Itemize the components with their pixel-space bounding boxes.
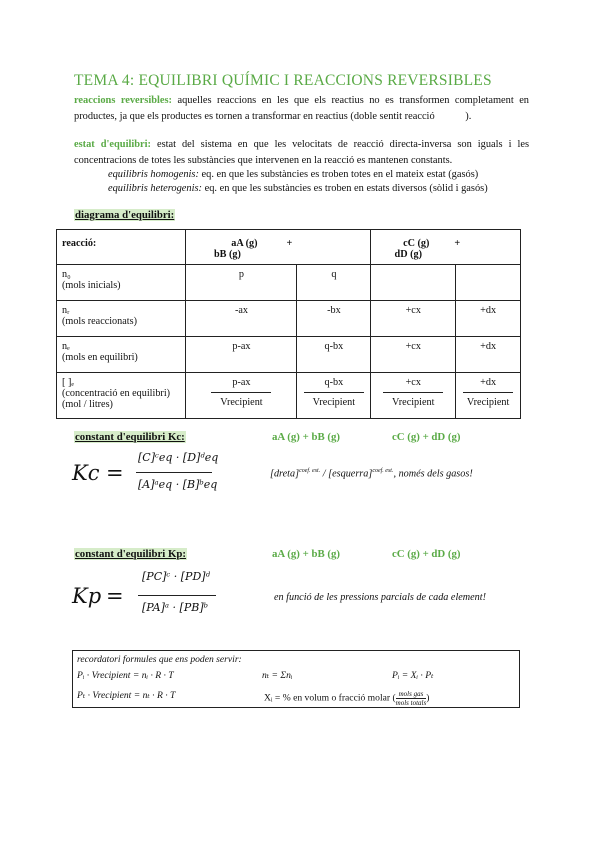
cell — [371, 373, 456, 419]
cell: -bx — [297, 301, 371, 337]
molar-fraction-close: ) — [426, 692, 430, 704]
kc-note-right: [dreta] — [270, 468, 300, 480]
kp-reaction-right: cC (g) + dD (g) — [392, 548, 461, 560]
heterogeneous-line — [108, 181, 488, 196]
molar-fraction — [395, 690, 430, 707]
fraction-numerator: q-bx — [324, 377, 344, 388]
row-label-main: [ ]ₑ — [62, 377, 74, 388]
cell — [371, 265, 456, 301]
row-label — [57, 337, 186, 373]
table-row — [57, 373, 521, 419]
kc-fraction-bar — [136, 472, 212, 473]
kc-denominator: [A]ᵃeq · [B]ᵇeq — [138, 478, 218, 491]
kp-numerator: [PC]ᶜ · [PD]ᵈ — [142, 570, 210, 583]
equilibrium-table — [56, 229, 521, 419]
kc-reaction-left: aA (g) + bB (g) — [272, 431, 340, 443]
kc-note — [270, 468, 473, 479]
reversible-text: aquelles reaccions en les que els reactius no es transformen completament en productes, ja que els productes es tornen a transformar en reactius (doble sentit reacció — [74, 95, 530, 122]
molar-fraction-num: mols gas — [398, 690, 424, 698]
cell — [297, 373, 371, 419]
fraction-numerator: +cx — [405, 377, 421, 388]
kc-numerator: [C]ᶜeq · [D]ᵈeq — [138, 451, 219, 464]
kp-equals: = — [106, 584, 124, 608]
formula-total-moles: nₜ = Σnᵢ — [262, 670, 293, 681]
kc-heading: constant d'equilibri Kc: — [75, 431, 185, 443]
reversible-term: reaccions reversibles: — [74, 95, 172, 106]
cell — [456, 265, 521, 301]
row-label-main: n₀ — [62, 269, 71, 280]
fraction-numerator: +dx — [480, 377, 497, 388]
cell: p — [186, 265, 297, 301]
equilibrium-term: estat d'equilibri: — [74, 139, 151, 150]
row-label-desc: (concentració en equilibri) — [62, 388, 171, 399]
row-label — [57, 301, 186, 337]
row-label-units: (mol / litres) — [62, 399, 113, 410]
fraction-denominator: Vrecipient — [392, 397, 435, 408]
reversible-paragraph — [74, 93, 529, 124]
kp-note: en funció de les pressions parcials de cada element! — [274, 592, 487, 603]
header-aA: aA (g) — [231, 238, 258, 249]
kc-equals: = — [106, 461, 124, 485]
formulas-title: recordatori formules que ens poden servir: — [77, 654, 242, 665]
kc-symbol: Kc — [72, 461, 100, 485]
header-reaction: reacció: — [57, 230, 186, 265]
fraction-denominator: Vrecipient — [312, 397, 356, 408]
kc-note-sup2: coef. est. — [372, 468, 394, 474]
equilibrium-text: estat del sistema en que les velocitats de reacció directa-inversa son iguals i les concentracions de totes les substàncies que intervenen en la reacció es mantenen constants. — [74, 139, 529, 166]
cell: +dx — [456, 337, 521, 373]
reversible-end: ). — [465, 110, 472, 122]
homogeneous-line — [108, 167, 478, 182]
cell: +cx — [371, 337, 456, 373]
molar-fraction-text: Xᵢ = % en volum o fracció molar ( — [264, 692, 396, 704]
kp-symbol: Kp — [72, 584, 102, 608]
header-species — [186, 230, 371, 265]
heterogeneous-label: equilibris heterogenis: — [108, 183, 202, 194]
kp-denominator: [PA]ᵃ · [PB]ᵇ — [142, 601, 209, 614]
heterogeneous-text: eq. en que les substàncies es troben en estats diversos (sòlid i gasós) — [201, 183, 488, 194]
kp-fraction-bar — [138, 595, 216, 596]
kc-note-left: / [esquerra] — [320, 468, 373, 480]
table-row — [57, 265, 521, 301]
fraction-numerator: p-ax — [232, 377, 251, 388]
formula-partial-pressure: Pᵢ = Xᵢ · Pₜ — [392, 670, 434, 681]
fraction-denominator: Vrecipient — [466, 397, 510, 408]
diagram-heading: diagrama d'equilibri: — [75, 209, 175, 221]
header-cC: cC (g) — [403, 238, 430, 249]
cell: -ax — [186, 301, 297, 337]
row-label-main: nₑ — [62, 341, 70, 352]
cell: q-bx — [297, 337, 371, 373]
row-label — [57, 373, 186, 419]
table-row — [57, 337, 521, 373]
formula-ideal-gas-partial: Pᵢ · Vrecipient = nᵢ · R · T — [77, 670, 174, 681]
table-header-row — [57, 230, 521, 265]
row-label-desc: (mols reaccionats) — [62, 316, 137, 327]
kp-reaction-left: aA (g) + bB (g) — [272, 548, 340, 560]
page-title: TEMA 4: EQUILIBRI QUÍMIC I REACCIONS REVERSIBLES — [74, 72, 492, 89]
table-row — [57, 301, 521, 337]
formula-molar-fraction — [264, 690, 429, 707]
equilibrium-paragraph — [74, 137, 529, 168]
kc-reaction-right: cC (g) + dD (g) — [392, 431, 461, 443]
cell: +dx — [456, 301, 521, 337]
row-label — [57, 265, 186, 301]
cell — [456, 373, 521, 419]
kc-note-sup1: coef. est. — [299, 468, 321, 474]
header-products — [371, 230, 521, 265]
header-bB: bB (g) — [213, 249, 241, 260]
cell: +cx — [371, 301, 456, 337]
header-plus-1: + — [286, 238, 293, 249]
header-plus-2: + — [454, 238, 461, 249]
cell: p-ax — [186, 337, 297, 373]
cell — [186, 373, 297, 419]
formula-ideal-gas-total: Pₜ · Vrecipient = nₜ · R · T — [77, 690, 176, 701]
header-dD: dD (g) — [394, 249, 422, 260]
double-arrow-icon — [437, 112, 465, 120]
molar-fraction-den: mols totals — [395, 699, 427, 707]
homogeneous-label: equilibris homogenis: — [108, 169, 199, 180]
row-label-main: nᵣ — [62, 305, 70, 316]
row-label-desc: (mols inicials) — [62, 280, 121, 291]
cell: q — [297, 265, 371, 301]
homogeneous-text: eq. en que les substàncies es troben totes en el mateix estat (gasós) — [198, 169, 479, 180]
fraction-denominator: Vrecipient — [220, 397, 263, 408]
kp-heading: constant d'equilibri Kp: — [75, 548, 186, 560]
kc-note-end: , només dels gasos! — [393, 468, 473, 480]
row-label-desc: (mols en equilibri) — [62, 352, 138, 363]
